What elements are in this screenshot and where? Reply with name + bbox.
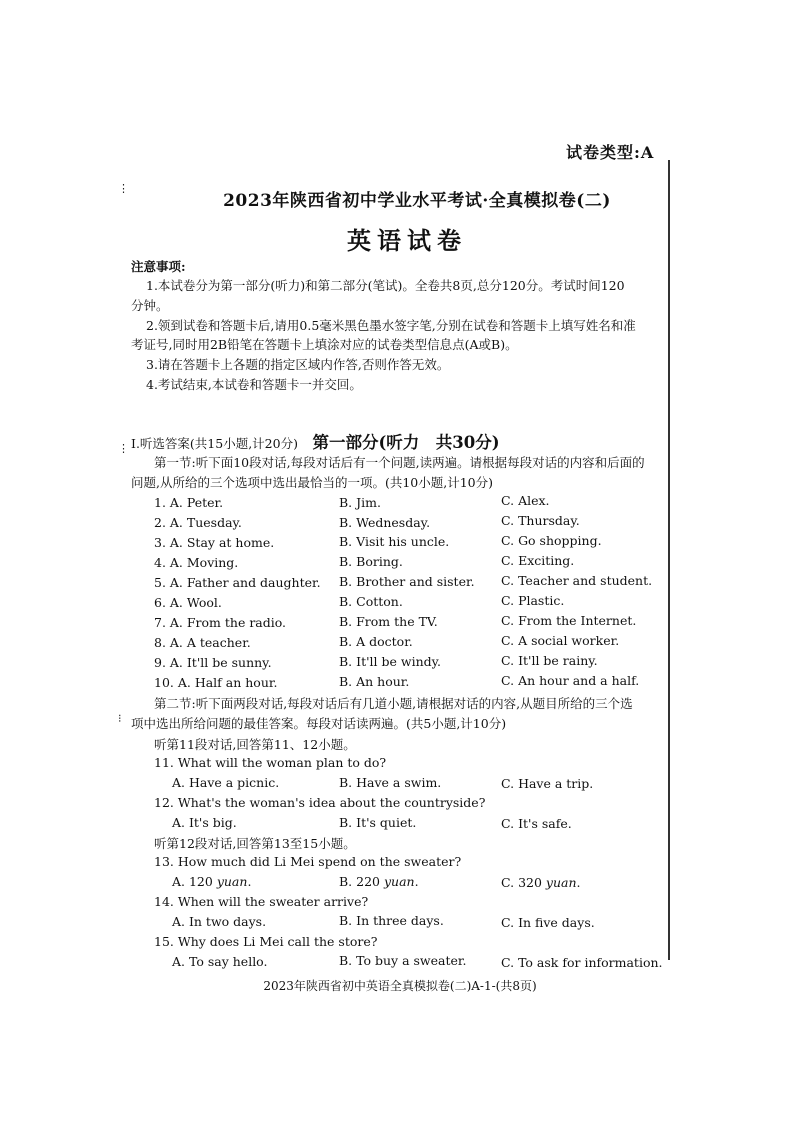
question-option-a: 6. A. Wool.	[154, 595, 222, 610]
period: .	[414, 874, 419, 889]
question-option-c: C. Plastic.	[501, 593, 565, 608]
page-footer: 2023年陕西省初中英语全真模拟卷(二)A-1-(共8页)	[263, 979, 537, 993]
notice-item: 3.请在答题卡上各题的指定区域内作答,否则作答无效。	[146, 357, 450, 372]
question-option-a: A. In two days.	[172, 914, 267, 929]
question-option-a: 1. A. Peter.	[154, 495, 224, 510]
paper-type-label: 试卷类型:A	[566, 143, 655, 162]
notice-item-continued: 考证号,同时用2B铅笔在答题卡上填涂对应的试卷类型信息点(A或B)。	[131, 337, 518, 352]
part-one-title: 第一部分(听力 共30分)	[312, 433, 500, 452]
question-option-b: B. In three days.	[339, 913, 444, 928]
currency-unit: yuan	[383, 874, 415, 889]
notice-item-continued: 分钟。	[131, 298, 169, 313]
question-option-c: C. Thursday.	[501, 513, 580, 528]
question-stem: 11. What will the woman plan to do?	[154, 755, 387, 770]
question-option-a: 2. A. Tuesday.	[154, 515, 242, 530]
dialog-instruction: 听第11段对话,回答第11、12小题。	[154, 737, 356, 752]
question-option-c: C. Exciting.	[501, 553, 575, 568]
currency-unit: yuan	[545, 875, 577, 890]
option-amount: C. 320	[501, 875, 546, 890]
question-option-a: A. It's big.	[172, 815, 237, 830]
question-option-b: B. It'll be windy.	[339, 654, 441, 669]
question-option-b: B. Cotton.	[339, 594, 403, 609]
subject-title: 英语试卷	[347, 226, 467, 255]
question-option-b: B. An hour.	[339, 674, 410, 689]
binding-mark: ⋮	[118, 182, 129, 195]
binding-mark: ⁝	[118, 712, 122, 725]
question-option-c: C. Teacher and student.	[501, 573, 653, 588]
question-option-b: B. From the TV.	[339, 614, 438, 629]
section-two-instructions: 第二节:听下面两段对话,每段对话后有几道小题,请根据对话的内容,从题目所给的三个选	[154, 696, 633, 711]
question-stem: 14. When will the sweater arrive?	[154, 894, 369, 909]
question-option-a: A. Have a picnic.	[172, 775, 280, 790]
exam-title: 2023年陕西省初中学业水平考试·全真模拟卷(二)	[223, 191, 611, 211]
question-option-c: C. To ask for information.	[501, 955, 663, 970]
binding-line	[668, 160, 670, 960]
question-option-a: 8. A. A teacher.	[154, 635, 251, 650]
binding-mark: ⋮	[118, 442, 129, 455]
question-option-a: 5. A. Father and daughter.	[154, 575, 321, 590]
question-option-b: B. Brother and sister.	[339, 574, 475, 589]
question-option-c: C. In five days.	[501, 915, 595, 930]
question-option-c: C. It's safe.	[501, 816, 572, 831]
period: .	[576, 875, 581, 890]
question-option-c: C. Alex.	[501, 493, 550, 508]
notice-item: 4.考试结束,本试卷和答题卡一并交回。	[146, 377, 362, 392]
notice-heading: 注意事项:	[131, 259, 186, 274]
question-option-c	[501, 875, 581, 890]
question-option-c: C. Have a trip.	[501, 776, 594, 791]
question-option-a: 4. A. Moving.	[154, 555, 239, 570]
question-stem: 13. How much did Li Mei spend on the sweater?	[154, 854, 462, 869]
section-two-instructions-continued: 项中选出所给问题的最佳答案。每段对话读两遍。(共5小题,计10分)	[131, 716, 507, 731]
question-option-c: C. A social worker.	[501, 633, 620, 648]
question-option-a	[172, 874, 251, 889]
question-option-b: B. Jim.	[339, 495, 381, 510]
notice-item: 2.领到试卷和答题卡后,请用0.5毫米黑色墨水签字笔,分别在试卷和答题卡上填写姓名和准	[146, 318, 636, 333]
question-option-b	[339, 874, 419, 889]
period: .	[247, 874, 252, 889]
question-option-b: B. A doctor.	[339, 634, 413, 649]
question-stem: 12. What's the woman's idea about the countryside?	[154, 795, 486, 810]
section-heading: Ⅰ.听选答案(共15小题,计20分)	[131, 436, 298, 451]
question-option-b: B. Have a swim.	[339, 775, 442, 790]
question-option-a: A. To say hello.	[172, 954, 268, 969]
section-one-instructions: 第一节:听下面10段对话,每段对话后有一个问题,读两遍。请根据每段对话的内容和后面的	[154, 455, 645, 470]
question-option-c: C. It'll be rainy.	[501, 653, 598, 668]
question-option-b: B. Wednesday.	[339, 515, 431, 530]
section-one-instructions-continued: 问题,从所给的三个选项中选出最恰当的一项。(共10小题,计10分)	[131, 475, 494, 490]
question-stem: 15. Why does Li Mei call the store?	[154, 934, 378, 949]
question-option-a: 9. A. It'll be sunny.	[154, 655, 272, 670]
dialog-instruction: 听第12段对话,回答第13至15小题。	[154, 836, 356, 851]
question-option-b: B. It's quiet.	[339, 815, 417, 830]
question-option-a: 3. A. Stay at home.	[154, 535, 275, 550]
question-option-c: C. Go shopping.	[501, 533, 602, 548]
notice-item: 1.本试卷分为第一部分(听力)和第二部分(笔试)。全卷共8页,总分120分。考试时间120	[146, 278, 625, 293]
question-option-a: 7. A. From the radio.	[154, 615, 287, 630]
question-option-b: B. Visit his uncle.	[339, 534, 450, 549]
currency-unit: yuan	[216, 874, 248, 889]
question-option-c: C. From the Internet.	[501, 613, 637, 628]
option-amount: A. 120	[172, 874, 217, 889]
option-amount: B. 220	[339, 874, 384, 889]
question-option-c: C. An hour and a half.	[501, 673, 640, 688]
question-option-b: B. Boring.	[339, 554, 403, 569]
question-option-a: 10. A. Half an hour.	[154, 675, 278, 690]
question-option-b: B. To buy a sweater.	[339, 953, 467, 968]
